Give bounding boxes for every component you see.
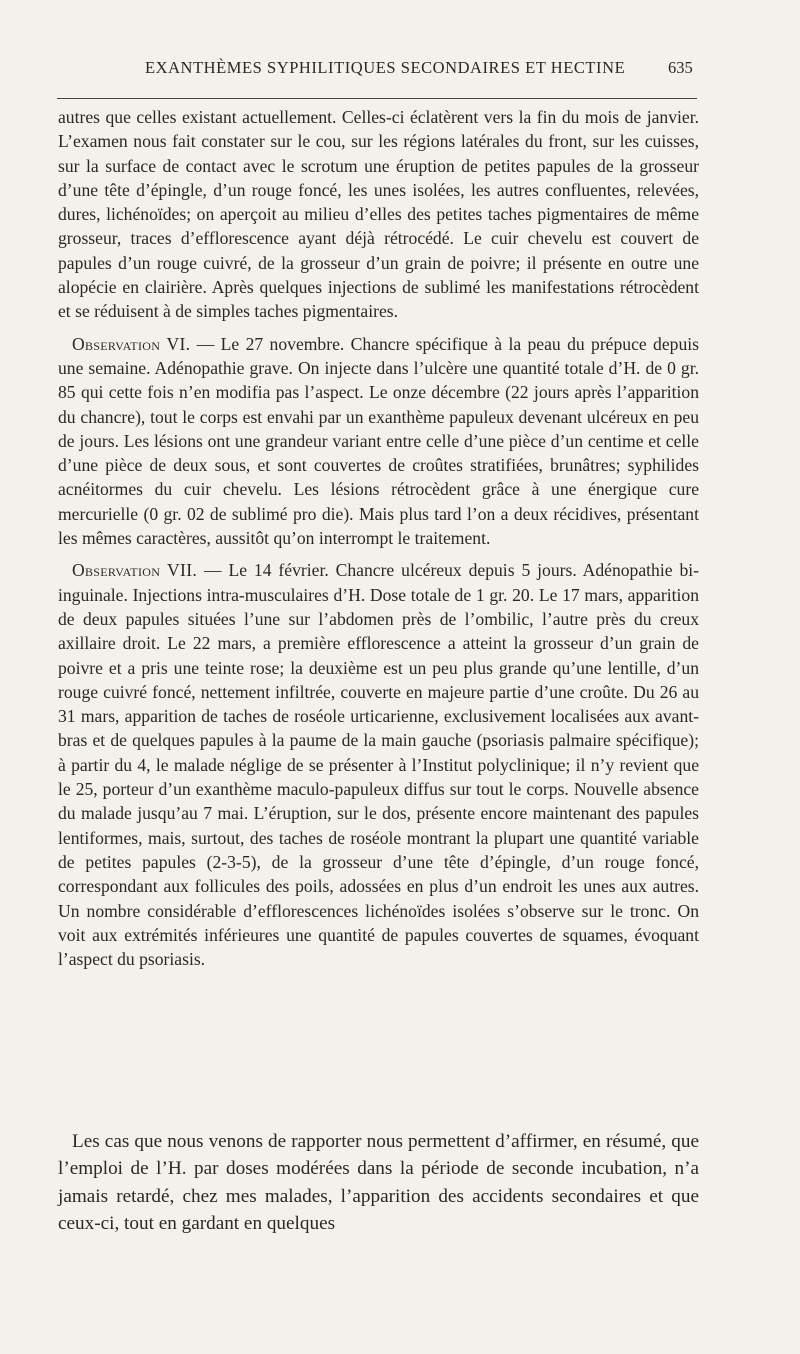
header-rule [57,98,697,99]
page-number: 635 [668,58,693,77]
observation-vi-text: — Le 27 novembre. Chancre spécifique à la peau du prépuce depuis une semaine. Adénopathie grave. On injecte dans l’ulcère une quantité totale d’H. de 0 gr. 85 qui cette fois n’en modifia pas l’aspect. Le onze décembre (22 jours après l’apparition du chancre), tout le corps est envahi par un exanthème papuleux devenant ulcéreux en peu de jours. Les lésions ont une grandeur variant entre celle d’une pièce d’un centime et celle d’une pièce de deux sous, et sont couvertes de croûtes stratifiées, brunâtres; syphilides acnéitormes du cuir chevelu. Les lésions rétrocèdent grâce à une énergique cure mercurielle (0 gr. 02 de sublimé pro die). Mais plus tard l’on a deux récidives, présentant les mêmes caractères, aussitôt qu’on interrompt le traitement. [58,333,699,549]
observation-vi-paragraph [58,332,699,551]
observation-vii-label: Observation VII. [72,560,198,581]
running-header [0,58,800,82]
small-print-body [58,105,699,971]
conclusion-block [58,1128,699,1238]
conclusion-paragraph: Les cas que nous venons de rapporter nous permettent d’affirmer, en résumé, que l’emploi de l’H. par doses modérées dans la période de seconde incubation, n’a jamais retardé, chez mes malades, l’apparition des accidents secondaires et que ceux-ci, tout en gardant en quelques [58,1131,699,1235]
observation-vii-paragraph [58,558,699,971]
observation-vii-text: — Le 14 février. Chancre ulcéreux depuis 5 jours. Adénopathie bi-inguinale. Injections intra-musculaires d’H. Dose totale de 1 gr. 20. Le 17 mars, apparition de deux papules situées l’une sur l’abdomen près de l’ombilic, l’autre près du creux axillaire droit. Le 22 mars, a première efflorescence a atteint la grosseur d’un grain de poivre et a pris une teinte rose; la deuxième est un peu plus grande qu’une lentille, d’un rouge cuivré foncé, nettement infiltrée, couverte en majeure partie d’une croûte. Du 26 au 31 mars, apparition de taches de roséole urticarienne, exclusivement localisées aux avant-bras et de quelques papules à la paume de la main gauche (psoriasis palmaire spécifique); à partir du 4, le malade néglige de se présenter à l’Institut polyclinique; il n’y revient que le 25, porteur d’un exanthème maculo-papuleux diffus sur tout le corps. Nouvelle absence du malade jusqu’au 7 mai. L’éruption, sur le dos, présente encore maintenant des papules lentiformes, mais, surtout, des taches de roséole montrant la plupart une quantité variable de petites papules (2-3-5), de la grosseur d’une tête d’épingle, d’un rouge foncé, correspondant aux follicules des poils, adossées en plus d’un endroit les unes aux autres. Un nombre considérable d’efflorescences lichénoïdes isolées s’observe sur le tronc. On voit aux extrémités inférieures une quantité de papules couvertes de squames, évoquant l’aspect du psoriasis. [58,560,699,970]
observation-vi-label: Observation VI. [72,333,191,354]
continuation-paragraph: autres que celles existant actuellement. Celles-ci éclatèrent vers la fin du mois de janvier. L’examen nous fait constater sur le cou, sur les régions latérales du front, sur les cuisses, sur la surface de contact avec le scrotum une éruption de petites papules de la grosseur d’une tête d’épingle, d’un rouge foncé, les unes isolées, les autres confluentes, relevées, dures, lichénoïdes; on aperçoit au milieu d’elles des petites taches pigmentaires de même grosseur, traces d’efflorescence ayant déjà rétrocédé. Le cuir chevelu est couvert de papules d’un rouge cuivré, de la grosseur d’un grain de poivre; il présente en outre une alopécie en clairière. Après quelques injections de sublimé les manifestations rétrocèdent et se réduisent à de simples taches pigmentaires. [58,107,699,322]
running-title: EXANTHÈMES SYPHILITIQUES SECONDAIRES ET HECTINE [145,58,626,77]
